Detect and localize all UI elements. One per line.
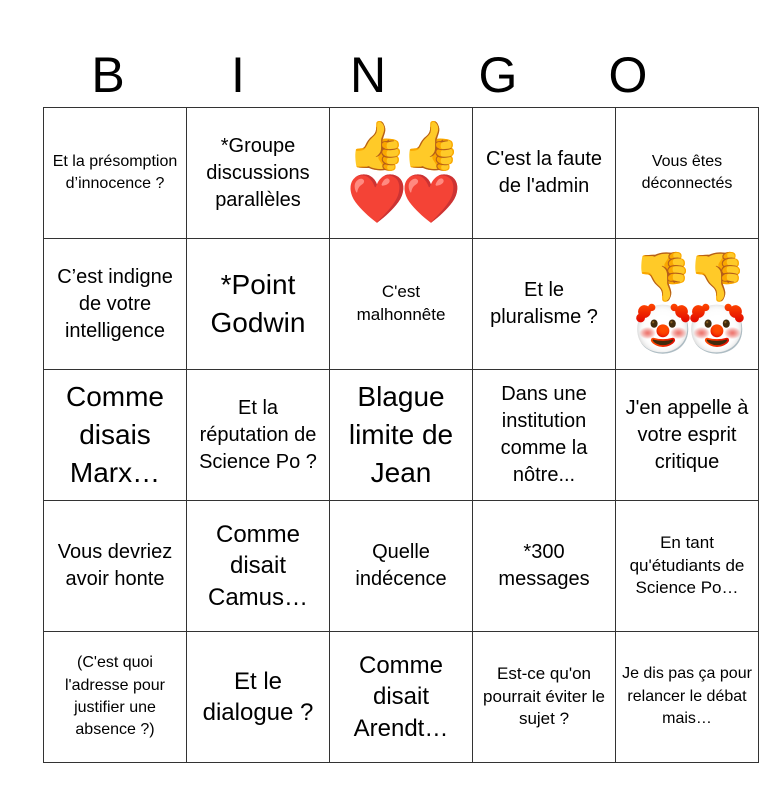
bingo-cell[interactable]: Est-ce qu'on pourrait éviter le sujet ? (473, 632, 616, 763)
bingo-cell[interactable]: C'est malhonnête (330, 239, 473, 370)
bingo-cell[interactable]: Je dis pas ça pour relancer le débat mais… (616, 632, 759, 763)
thumbs-up-icon: 👍 (347, 118, 407, 175)
board-row (44, 370, 759, 501)
thumbs-up-icon: 👍 (401, 118, 461, 175)
bingo-cell[interactable]: Vous êtes déconnectés (616, 108, 759, 239)
bingo-cell-emoji-likes[interactable] (330, 108, 473, 239)
bingo-cell[interactable]: J'en appelle à votre esprit critique (616, 370, 759, 501)
board-row (44, 239, 759, 370)
board-row (44, 632, 759, 763)
bingo-cell[interactable]: Quelle indécence (330, 501, 473, 632)
bingo-cell[interactable]: *Point Godwin (187, 239, 330, 370)
bingo-cell[interactable]: C'est la faute de l'admin (473, 108, 616, 239)
bingo-cell[interactable]: *Groupe discussions parallèles (187, 108, 330, 239)
heart-icon: ❤️ (401, 171, 461, 227)
thumbs-down-icon: 👎 (687, 249, 747, 306)
header-letter-n: N (349, 47, 387, 103)
bingo-cell[interactable]: En tant qu'étudiants de Science Po… (616, 501, 759, 632)
bingo-cell[interactable]: Comme disait Camus… (187, 501, 330, 632)
bingo-header (43, 44, 693, 106)
bingo-cell[interactable]: Comme disait Arendt… (330, 632, 473, 763)
header-letter-i: I (231, 47, 245, 103)
bingo-board (43, 107, 759, 763)
clown-face-icon: 🤡 (687, 302, 747, 358)
bingo-cell[interactable]: Et la présomption d’innocence ? (44, 108, 187, 239)
header-letter-o: O (608, 47, 648, 103)
header-letter-g: G (478, 47, 518, 103)
thumbs-down-icon: 👎 (633, 249, 693, 306)
heart-icon: ❤️ (347, 171, 407, 227)
board-row (44, 501, 759, 632)
bingo-cell[interactable]: Dans une institution comme la nôtre... (473, 370, 616, 501)
bingo-cell[interactable]: Et la réputation de Science Po ? (187, 370, 330, 501)
clown-face-icon: 🤡 (633, 302, 693, 358)
bingo-cell[interactable]: Et le dialogue ? (187, 632, 330, 763)
bingo-cell[interactable]: (C'est quoi l'adresse pour justifier une absence ?) (44, 632, 187, 763)
bingo-cell-emoji-dislikes[interactable] (616, 239, 759, 370)
bingo-cell[interactable]: *300 messages (473, 501, 616, 632)
bingo-cell[interactable]: C’est indigne de votre intelligence (44, 239, 187, 370)
board-row (44, 108, 759, 239)
bingo-cell[interactable]: Comme disais Marx… (44, 370, 187, 501)
header-letter-b: B (91, 47, 125, 103)
bingo-cell[interactable]: Et le pluralisme ? (473, 239, 616, 370)
bingo-cell[interactable]: Blague limite de Jean (330, 370, 473, 501)
bingo-cell[interactable]: Vous devriez avoir honte (44, 501, 187, 632)
